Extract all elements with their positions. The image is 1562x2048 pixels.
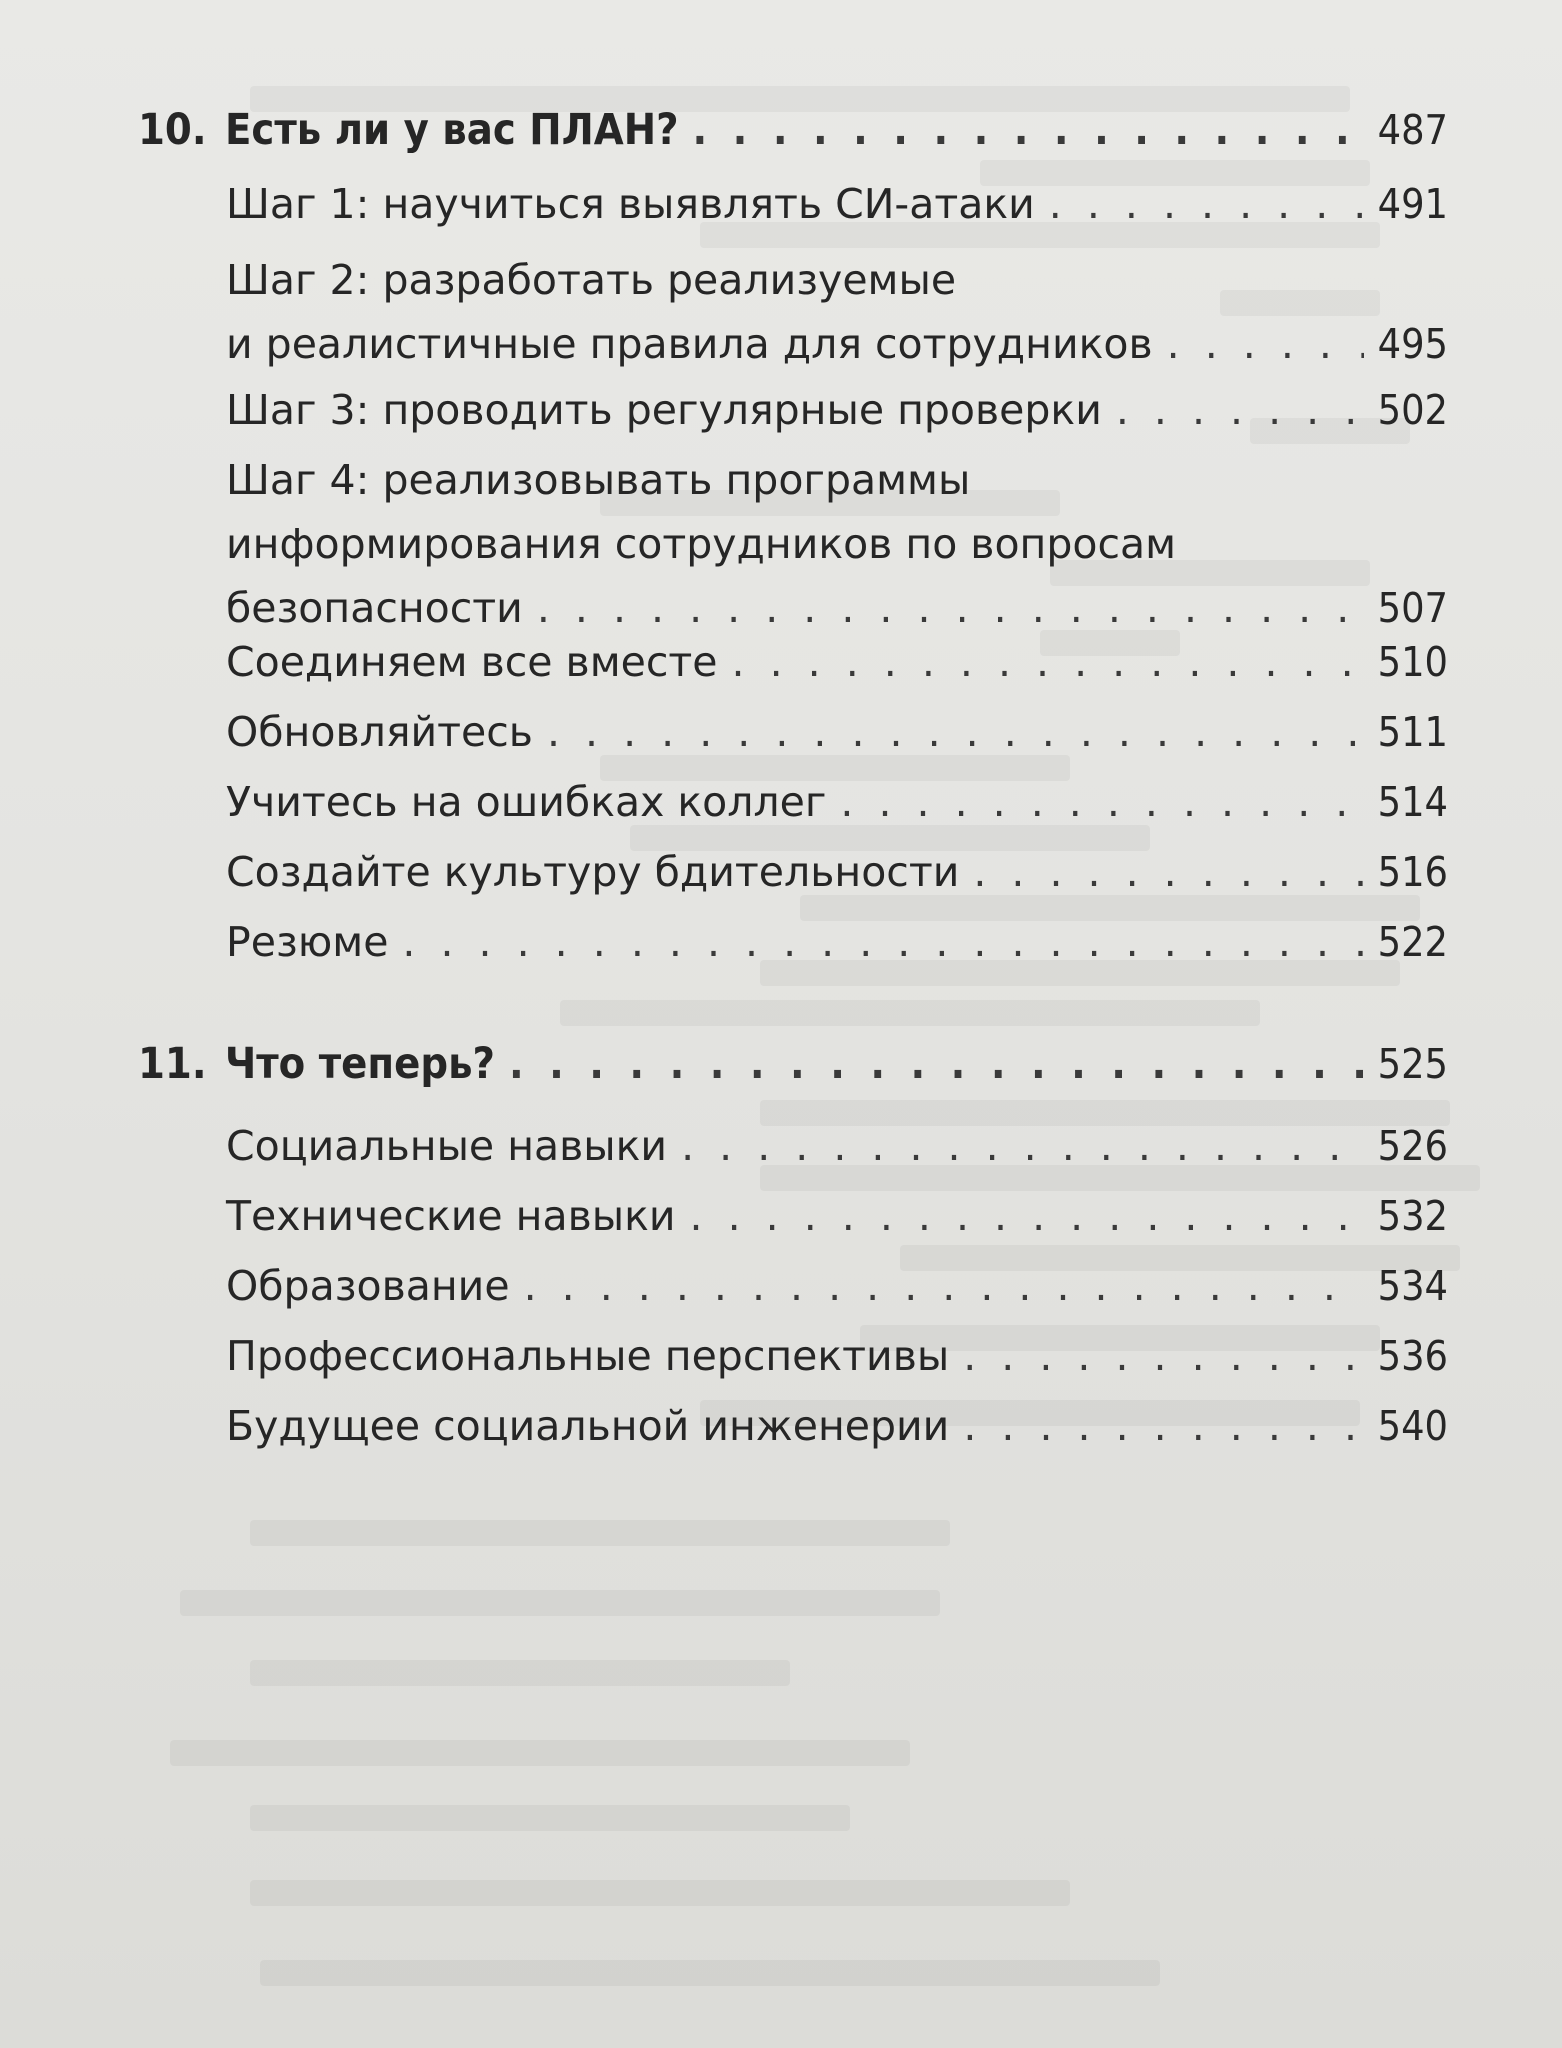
section-title: Соединяем все вместе <box>226 638 718 686</box>
section-entry[interactable] <box>138 172 1448 236</box>
section-title: Создайте культуру бдительности <box>226 848 960 896</box>
section-title: Шаг 1: научиться выявлять СИ-атаки <box>226 180 1035 228</box>
page-number: 534 <box>1377 1262 1448 1310</box>
dot-leader <box>963 1394 1364 1458</box>
section-title: Будущее социальной инженерии <box>226 1402 950 1450</box>
dot-leader <box>693 98 1364 162</box>
page-number: 525 <box>1377 1040 1448 1088</box>
page-number: 526 <box>1377 1122 1448 1170</box>
section-entry[interactable] <box>138 700 1448 764</box>
dot-leader <box>402 910 1364 974</box>
section-entry[interactable] <box>138 910 1448 974</box>
dot-leader <box>690 1184 1364 1248</box>
page-number: 532 <box>1377 1192 1448 1240</box>
section-entry[interactable] <box>138 1184 1448 1248</box>
section-entry[interactable] <box>138 1254 1448 1318</box>
section-entry[interactable] <box>138 770 1448 834</box>
section-entry[interactable] <box>138 1394 1448 1458</box>
chapter-number: 11. <box>138 1039 207 1089</box>
section-entry[interactable] <box>138 840 1448 904</box>
dot-leader <box>1049 172 1364 236</box>
section-title: Учитесь на ошибках коллег <box>226 778 827 826</box>
section-entry[interactable] <box>138 1324 1448 1388</box>
dot-leader <box>732 630 1364 694</box>
section-title: Шаг 3: проводить регулярные проверки <box>226 386 1102 434</box>
section-title-line: Шаг 2: разработать реализуемые <box>226 256 957 304</box>
chapter-number: 10. <box>138 105 207 155</box>
page-number: 507 <box>1377 584 1448 632</box>
page-number: 536 <box>1377 1332 1448 1380</box>
page-number: 491 <box>1377 180 1448 228</box>
chapter-10-entry[interactable] <box>138 98 1448 162</box>
dot-leader <box>547 700 1364 764</box>
page-number: 495 <box>1377 320 1448 368</box>
chapter-title: 10. Есть ли у вас ПЛАН? <box>138 98 679 162</box>
page-number: 502 <box>1377 386 1448 434</box>
page-number: 511 <box>1377 708 1448 756</box>
section-title-line: информирования сотрудников по вопросам <box>226 520 1177 568</box>
section-title-line: и реалистичные правила для сотрудников <box>226 320 1153 368</box>
section-title: Обновляйтесь <box>226 708 533 756</box>
section-title-line: безопасности <box>226 584 523 632</box>
section-entry[interactable] <box>138 448 1448 640</box>
page-number: 487 <box>1377 106 1448 154</box>
dot-leader <box>1167 312 1364 376</box>
section-entry[interactable] <box>138 1114 1448 1178</box>
dot-leader <box>1116 378 1364 442</box>
page-number: 516 <box>1377 848 1448 896</box>
section-entry[interactable] <box>138 378 1448 442</box>
section-entry[interactable] <box>138 248 1448 376</box>
page-number: 540 <box>1377 1402 1448 1450</box>
chapter-title: 11. Что теперь? <box>138 1032 495 1096</box>
dot-leader <box>963 1324 1364 1388</box>
dot-leader <box>681 1114 1364 1178</box>
section-title: Образование <box>226 1262 510 1310</box>
dot-leader <box>840 770 1364 834</box>
dot-leader <box>509 1032 1364 1096</box>
section-title: Профессиональные перспективы <box>226 1332 950 1380</box>
section-title: Социальные навыки <box>226 1122 668 1170</box>
dot-leader <box>973 840 1364 904</box>
dot-leader <box>524 1254 1364 1318</box>
chapter-11-entry[interactable] <box>138 1032 1448 1096</box>
section-title-line: Шаг 4: реализовывать программы <box>226 456 971 504</box>
page-number: 510 <box>1377 638 1448 686</box>
section-entry[interactable] <box>138 630 1448 694</box>
page-number: 522 <box>1377 918 1448 966</box>
page-number: 514 <box>1377 778 1448 826</box>
section-title: Резюме <box>226 918 389 966</box>
section-title: Технические навыки <box>226 1192 676 1240</box>
